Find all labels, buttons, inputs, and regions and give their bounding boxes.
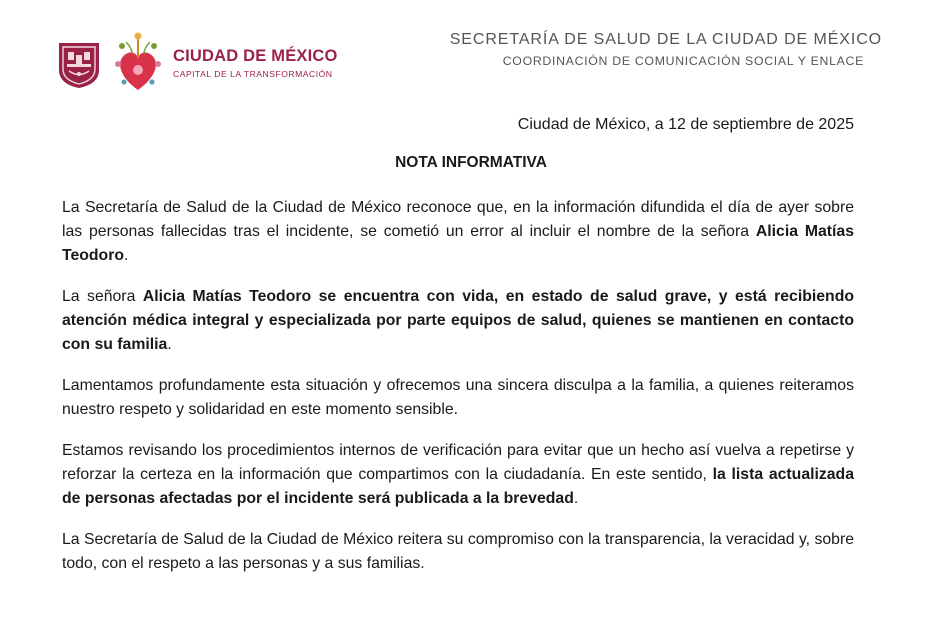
paragraph-3	[62, 374, 854, 422]
cdmx-coat-of-arms-icon	[56, 40, 102, 90]
bold-name: Alicia Matías Teodoro	[62, 223, 854, 264]
paragraph-text: Lamentamos profundamente esta situación y ofrecemos una sincera disculpa a la familia, a quienes reiteramos nuestro respeto y solidaridad en este momento sensible.	[62, 377, 854, 418]
date-line: Ciudad de México, a 12 de septiembre de 2025	[517, 116, 854, 133]
document-body	[62, 196, 854, 593]
paragraph-text: La Secretaría de Salud de la Ciudad de México reconoce que, en la información difundida el día de ayer sobre las personas fallecidas tras el incidente, se cometió un error al incluir el nombre de la señora	[62, 199, 854, 240]
brand-subtitle: CAPITAL DE LA TRANSFORMACIÓN	[173, 69, 333, 79]
paragraph-end: .	[573, 490, 579, 507]
floral-heart-logo-icon	[112, 30, 164, 96]
paragraph-5	[62, 528, 854, 576]
document-title: NOTA INFORMATIVA	[395, 154, 547, 171]
letterhead	[0, 0, 942, 110]
agency-title: SECRETARÍA DE SALUD DE LA CIUDAD DE MÉXICO	[449, 31, 882, 48]
agency-subtitle: COORDINACIÓN DE COMUNICACIÓN SOCIAL Y ENLACE	[502, 54, 864, 68]
paragraph-end: .	[124, 247, 129, 264]
paragraph-text: La señora	[62, 288, 143, 305]
paragraph-text: Estamos revisando los procedimientos internos de verificación para evitar que un hecho así vuelva a repetirse y reforzar la certeza en la información que compartimos con la ciudadanía. En este sentido,	[62, 442, 854, 483]
paragraph-end: .	[167, 336, 172, 353]
paragraph-1	[62, 196, 854, 268]
paragraph-text: La Secretaría de Salud de la Ciudad de México reitera su compromiso con la transparencia, la veracidad y, sobre todo, con el respeto a las personas y a sus familias.	[62, 531, 854, 572]
bold-statement: la lista actualizada de personas afectadas por el incidente será publicada a la brevedad	[62, 466, 854, 507]
paragraph-4	[62, 439, 854, 511]
bold-statement: Alicia Matías Teodoro se encuentra con vida, en estado de salud grave, y está recibiendo atención médica integral y especializada por parte equipos de salud, quienes se mantienen en contacto con su familia	[62, 288, 855, 353]
brand-title: CIUDAD DE MÉXICO	[173, 47, 338, 65]
paragraph-2	[62, 285, 854, 357]
